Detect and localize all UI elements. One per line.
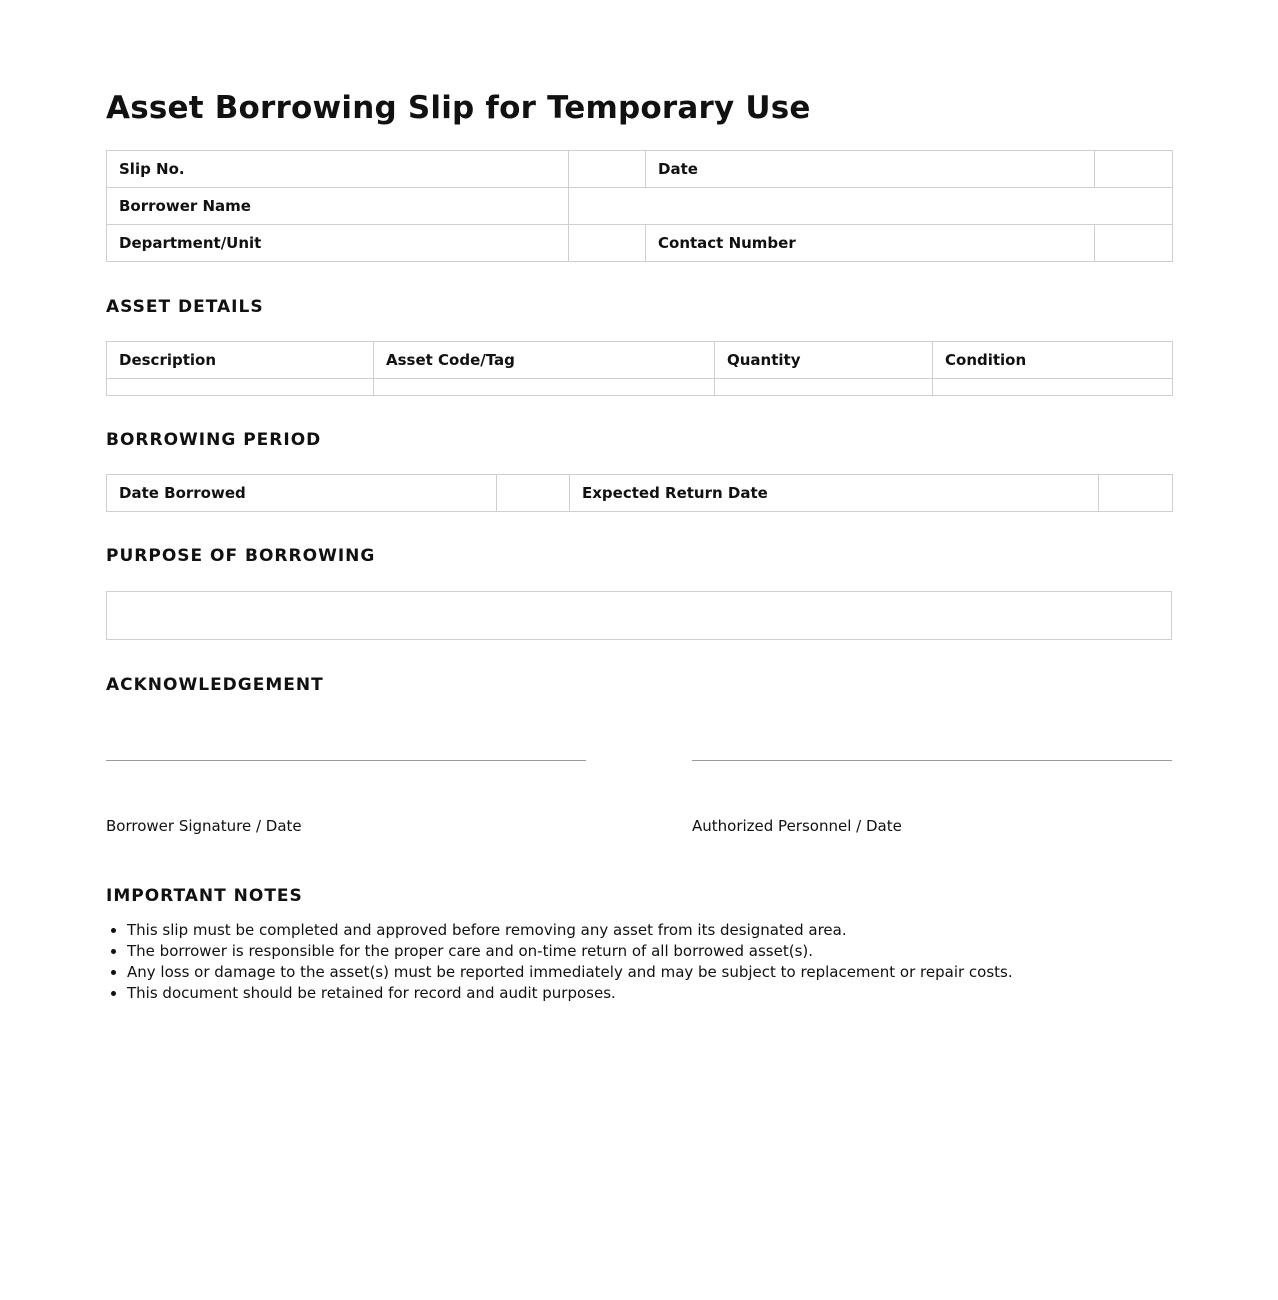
asset-code-cell[interactable] (374, 379, 715, 396)
date-borrowed-field[interactable] (497, 475, 570, 512)
expected-return-label: Expected Return Date (570, 475, 1099, 512)
notes-list (106, 920, 1172, 1004)
contact-number-label: Contact Number (646, 225, 1095, 262)
borrowing-period-table (106, 474, 1173, 512)
column-header-asset-code: Asset Code/Tag (374, 342, 715, 379)
column-header-quantity: Quantity (715, 342, 933, 379)
list-item: • This document should be retained for record and audit purposes. (127, 983, 1172, 1004)
signature-row (106, 697, 1172, 852)
slip-no-label: Slip No. (107, 151, 569, 188)
header-info-table (106, 150, 1173, 262)
borrower-name-field[interactable] (569, 188, 1173, 225)
important-notes-heading: IMPORTANT NOTES (106, 886, 303, 906)
borrowing-period-heading: BORROWING PERIOD (106, 430, 322, 450)
quantity-cell[interactable] (715, 379, 933, 396)
borrower-signature-line[interactable] (106, 760, 586, 761)
borrower-signature-label: Borrower Signature / Date (106, 817, 302, 835)
table-row (107, 225, 1173, 262)
department-field[interactable] (569, 225, 646, 262)
acknowledgement-heading: ACKNOWLEDGEMENT (106, 675, 324, 695)
table-row (107, 475, 1173, 512)
borrower-name-label: Borrower Name (107, 188, 569, 225)
condition-cell[interactable] (933, 379, 1173, 396)
purpose-heading: PURPOSE OF BORROWING (106, 546, 376, 566)
table-header-row (107, 342, 1173, 379)
borrowing-slip-document (106, 0, 1172, 1004)
department-label: Department/Unit (107, 225, 569, 262)
asset-details-table (106, 341, 1173, 396)
page-title: Asset Borrowing Slip for Temporary Use (106, 90, 811, 126)
authorized-signature-label: Authorized Personnel / Date (692, 817, 902, 835)
list-item: • This slip must be completed and approved before removing any asset from its designated area. (127, 920, 1172, 941)
table-row (107, 151, 1173, 188)
description-cell[interactable] (107, 379, 374, 396)
slip-no-field[interactable] (569, 151, 646, 188)
list-item: • Any loss or damage to the asset(s) must be reported immediately and may be subject to replacement or repair costs. (127, 962, 1172, 983)
date-borrowed-label: Date Borrowed (107, 475, 497, 512)
table-row (107, 379, 1173, 396)
purpose-field[interactable] (106, 591, 1172, 640)
date-label: Date (646, 151, 1095, 188)
authorized-signature-line[interactable] (692, 760, 1172, 761)
column-header-condition: Condition (933, 342, 1173, 379)
asset-details-heading: ASSET DETAILS (106, 297, 264, 317)
expected-return-field[interactable] (1099, 475, 1173, 512)
table-row (107, 188, 1173, 225)
date-field[interactable] (1095, 151, 1173, 188)
column-header-description: Description (107, 342, 374, 379)
contact-number-field[interactable] (1095, 225, 1173, 262)
list-item: • The borrower is responsible for the proper care and on-time return of all borrowed asset(s). (127, 941, 1172, 962)
